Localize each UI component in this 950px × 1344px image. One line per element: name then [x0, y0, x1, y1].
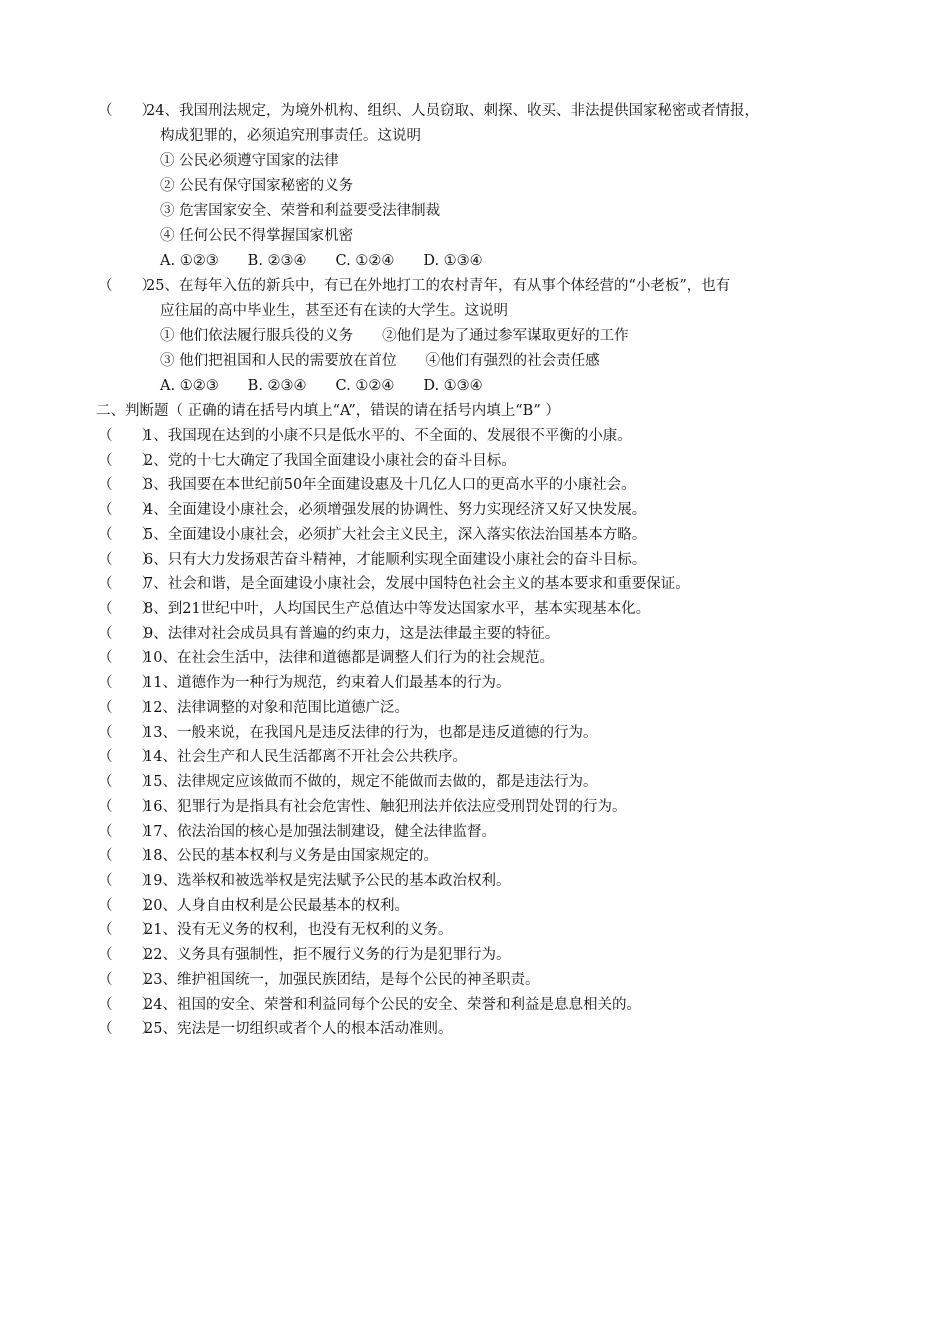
answer-bracket[interactable]: （ ）: [98, 551, 156, 568]
mcq-25-line-2: [0, 300, 950, 324]
mcq-24-option-1: ① 公民必须遵守国家的法律: [160, 153, 339, 169]
mcq-24-choices: A. ①②③ B. ②③④ C. ①②④ D. ①③④: [160, 253, 483, 269]
true-false-statement: 11、道德作为一种行为规范，约束着人们最基本的行为。: [144, 675, 511, 692]
answer-bracket[interactable]: （ ）: [98, 749, 156, 766]
true-false-item: [0, 499, 950, 523]
true-false-statement: 2、党的十七大确定了我国全面建设小康社会的奋斗目标。: [144, 452, 516, 469]
true-false-item: [0, 870, 950, 894]
mcq-24-option-2: ② 公民有保守国家秘密的义务: [160, 178, 354, 194]
true-false-item: [0, 474, 950, 498]
mcq-24-option-3: ③ 危害国家安全、荣誉和利益要受法律制裁: [160, 203, 441, 219]
mcq-25-stem: 25、在每年入伍的新兵中，有已在外地打工的农村青年，有从事个体经营的“小老板”，也有: [146, 278, 731, 294]
answer-bracket[interactable]: （ ）: [98, 650, 156, 667]
true-false-statement: 24、祖国的安全、荣誉和利益同每个公民的安全、荣誉和利益是息息相关的。: [144, 996, 641, 1013]
true-false-statement: 6、只有大力发扬艰苦奋斗精神，才能顺利实现全面建设小康社会的奋斗目标。: [144, 551, 647, 568]
true-false-item: [0, 919, 950, 943]
true-false-statement: 1、我国现在达到的小康不只是低水平的、不全面的、发展很不平衡的小康。: [144, 428, 632, 444]
true-false-item: [0, 944, 950, 968]
true-false-statement: 3、我国要在本世纪前50年全面建设惠及十几亿人口的更高水平的小康社会。: [144, 477, 636, 494]
answer-bracket[interactable]: （ ）: [98, 971, 156, 988]
answer-bracket[interactable]: （ ）: [98, 996, 156, 1013]
answer-bracket[interactable]: （ ）: [98, 502, 156, 519]
true-false-item: [0, 524, 950, 548]
true-false-statement: 5、全面建设小康社会，必须扩大社会主义民主，深入落实依法治国基本方略。: [144, 526, 647, 543]
mcq-24-line-1: [0, 100, 950, 124]
answer-bracket[interactable]: （ ）: [98, 774, 156, 791]
true-false-statement: 4、全面建设小康社会，必须增强发展的协调性、努力实现经济又好又快发展。: [144, 502, 647, 519]
true-false-statement: 23、维护祖国统一，加强民族团结，是每个公民的神圣职责。: [144, 971, 540, 988]
true-false-item: [0, 549, 950, 573]
mcq-24-stem-cont: 构成犯罪的，必须追究刑事责任。这说明: [160, 128, 421, 144]
mcq-25-line-1: [0, 275, 950, 299]
mcq-24-option-4: ④ 任何公民不得掌握国家机密: [160, 228, 354, 244]
true-false-statement: 17、依法治国的核心是加强法制建设，健全法律监督。: [144, 823, 496, 840]
answer-bracket[interactable]: （ ）: [98, 675, 156, 692]
true-false-statement: 18、公民的基本权利与义务是由国家规定的。: [144, 848, 438, 865]
mcq-25-stem-cont: 应往届的高中毕业生，甚至还有在读的大学生。这说明: [160, 303, 508, 319]
answer-bracket[interactable]: （ ）: [98, 428, 156, 444]
true-false-item: [0, 425, 950, 449]
answer-bracket[interactable]: （ ）: [98, 601, 156, 618]
answer-bracket[interactable]: （ ）: [98, 724, 156, 741]
section-2-title: 二、判断题（ 正确的请在括号内填上“A”，错误的请在括号内填上“B” ）: [96, 403, 560, 419]
true-false-item: [0, 895, 950, 919]
true-false-item: [0, 598, 950, 622]
answer-bracket: （ ）: [98, 103, 156, 119]
answer-bracket[interactable]: （ ）: [98, 1021, 156, 1038]
true-false-statement: 19、选举权和被选举权是宪法赋予公民的基本政治权利。: [144, 872, 511, 889]
answer-bracket[interactable]: （ ）: [98, 922, 156, 939]
true-false-item: [0, 746, 950, 770]
true-false-item: [0, 771, 950, 795]
answer-bracket[interactable]: （ ）: [98, 452, 156, 469]
true-false-item: [0, 796, 950, 820]
true-false-item: [0, 697, 950, 721]
true-false-statement: 7、社会和谐，是全面建设小康社会，发展中国特色社会主义的基本要求和重要保证。: [144, 576, 690, 593]
true-false-item: [0, 969, 950, 993]
answer-bracket[interactable]: （ ）: [98, 848, 156, 865]
mcq-24-line-2: [0, 125, 950, 149]
answer-bracket[interactable]: （ ）: [98, 526, 156, 543]
answer-bracket: （ ）: [98, 278, 156, 294]
answer-bracket[interactable]: （ ）: [98, 699, 156, 716]
true-false-statement: 22、义务具有强制性，拒不履行义务的行为是犯罪行为。: [144, 947, 511, 964]
true-false-item: [0, 845, 950, 869]
true-false-item: [0, 722, 950, 746]
true-false-statement: 20、人身自由权利是公民最基本的权利。: [144, 897, 409, 914]
true-false-statement: 25、宪法是一切组织或者个人的根本活动准则。: [144, 1021, 453, 1038]
true-false-item: [0, 647, 950, 671]
true-false-item: [0, 1018, 950, 1042]
true-false-statement: 9、法律对社会成员具有普遍的约束力，这是法律最主要的特征。: [144, 625, 560, 642]
answer-bracket[interactable]: （ ）: [98, 625, 156, 642]
answer-bracket[interactable]: （ ）: [98, 947, 156, 964]
mcq-24-stem: 24、我国刑法规定，为境外机构、组织、人员窃取、刺探、收买、非法提供国家秘密或者情报，: [146, 103, 759, 119]
answer-bracket[interactable]: （ ）: [98, 872, 156, 889]
true-false-item: [0, 573, 950, 597]
mcq-25-option-2: ③ 他们把祖国和人民的需要放在首位 ④他们有强烈的社会责任感: [160, 353, 600, 369]
answer-bracket[interactable]: （ ）: [98, 823, 156, 840]
mcq-25-option-1: ① 他们依法履行服兵役的义务 ②他们是为了通过参军谋取更好的工作: [160, 328, 629, 344]
true-false-statement: 15、法律规定应该做而不做的，规定不能做而去做的，都是违法行为。: [144, 774, 598, 791]
answer-bracket[interactable]: （ ）: [98, 897, 156, 914]
answer-bracket[interactable]: （ ）: [98, 477, 156, 494]
true-false-item: [0, 821, 950, 845]
true-false-item: [0, 450, 950, 474]
true-false-item: [0, 623, 950, 647]
true-false-statement: 14、社会生产和人民生活都离不开社会公共秩序。: [144, 749, 467, 766]
mcq-25-choices: A. ①②③ B. ②③④ C. ①②④ D. ①③④: [160, 378, 483, 394]
true-false-statement: 10、在社会生活中，法律和道德都是调整人们行为的社会规范。: [144, 650, 554, 667]
true-false-statement: 12、法律调整的对象和范围比道德广泛。: [144, 699, 409, 716]
true-false-statement: 16、犯罪行为是指具有社会危害性、触犯刑法并依法应受刑罚处罚的行为。: [144, 798, 627, 815]
true-false-statement: 13、一般来说，在我国凡是违反法律的行为，也都是违反道德的行为。: [144, 724, 598, 741]
true-false-item: [0, 672, 950, 696]
answer-bracket[interactable]: （ ）: [98, 576, 156, 593]
true-false-item: [0, 994, 950, 1018]
true-false-statement: 8、到21世纪中叶，人均国民生产总值达中等发达国家水平，基本实现基本化。: [144, 601, 651, 618]
true-false-statement: 21、没有无义务的权利，也没有无权利的义务。: [144, 922, 453, 939]
answer-bracket[interactable]: （ ）: [98, 798, 156, 815]
